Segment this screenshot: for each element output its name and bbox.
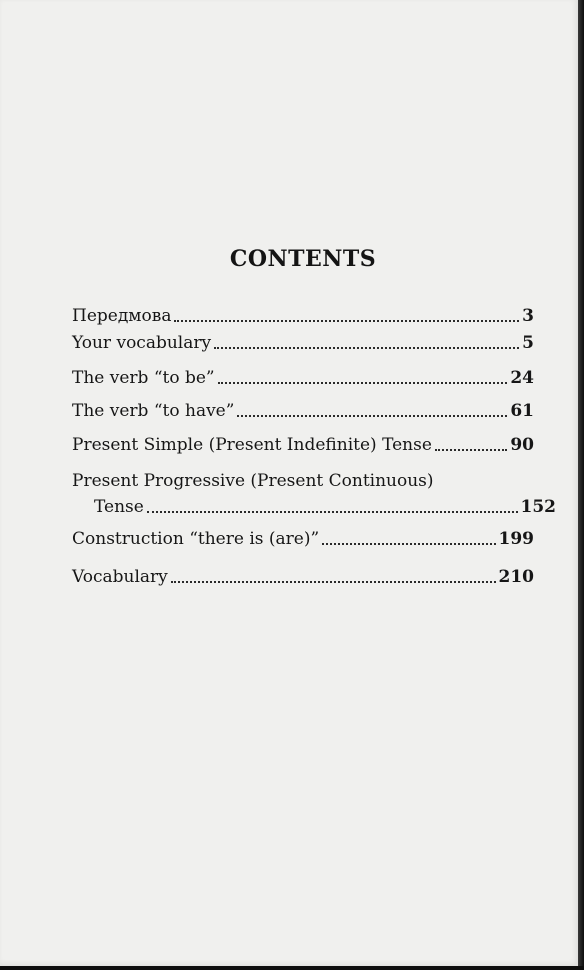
leader-dots	[171, 581, 496, 583]
toc-entry-present-progressive	[72, 468, 556, 520]
toc-entry-label-line1: Present Progressive (Present Continuous)	[72, 471, 434, 491]
page-edge-bottom	[0, 966, 584, 970]
toc-entry-page: 61	[510, 401, 534, 421]
toc-entry-verb-to-have	[72, 398, 534, 424]
toc-entry-label: Vocabulary	[72, 567, 168, 587]
toc-entry-construction-there-is	[72, 526, 534, 552]
contents-title: CONTENTS	[229, 246, 377, 272]
toc-entry-page: 152	[520, 497, 556, 517]
toc-entry-label: The verb “to have”	[72, 401, 235, 421]
toc-entry-verb-to-be	[72, 365, 534, 391]
toc-entry-page: 199	[498, 529, 534, 549]
toc-entry-label: Передмова	[72, 306, 172, 326]
page-edge-right	[578, 0, 584, 970]
toc-entry-vocabulary	[72, 564, 534, 590]
leader-dots	[147, 511, 518, 513]
leader-dots	[322, 543, 495, 545]
toc-entry-peredmova	[72, 303, 534, 329]
toc-entry-page: 5	[522, 333, 534, 353]
toc-entry-present-simple	[72, 432, 534, 458]
toc-entry-page: 90	[510, 435, 534, 455]
leader-dots	[174, 320, 519, 322]
toc-entry-label: Tense	[94, 497, 144, 517]
leader-dots	[214, 347, 519, 349]
leader-dots	[435, 449, 507, 451]
toc-entry-label: Construction “there is (are)”	[72, 529, 320, 549]
toc-entry-page: 24	[510, 368, 534, 388]
leader-dots	[237, 415, 507, 417]
toc-entry-page: 210	[498, 567, 534, 587]
toc-entry-label: Present Simple (Present Indefinite) Tense	[72, 435, 432, 455]
toc-entry-label: Your vocabulary	[72, 333, 212, 353]
toc-entry-page: 3	[522, 306, 534, 326]
toc-entry-your-vocabulary	[72, 330, 534, 356]
toc-entry-label: The verb “to be”	[72, 368, 215, 388]
leader-dots	[218, 382, 508, 384]
